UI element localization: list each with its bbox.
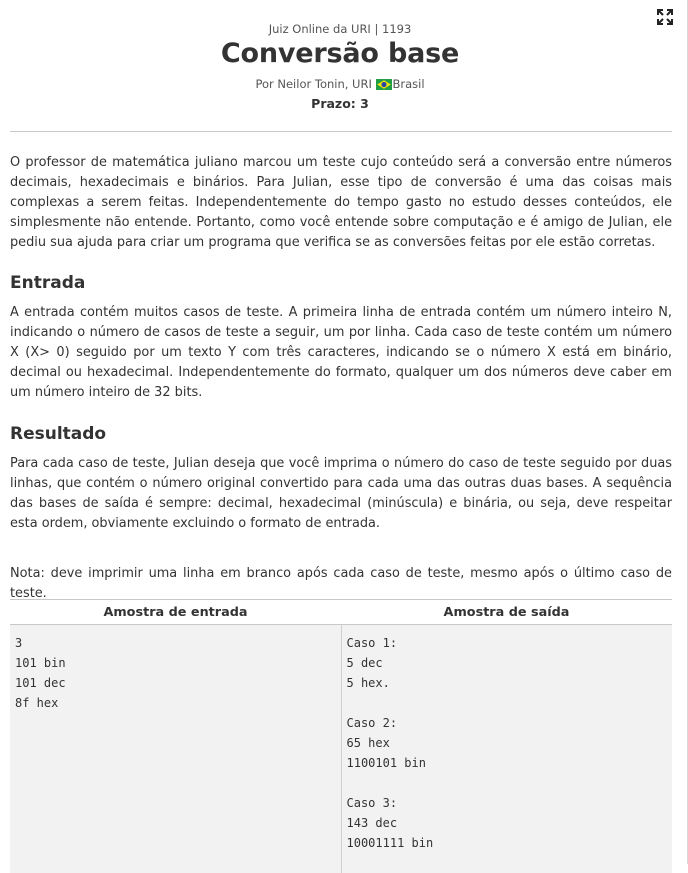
problem-source: Juiz Online da URI | 1193 <box>0 22 680 36</box>
sample-output-header: Amostra de saída <box>341 600 672 625</box>
output-description: Para cada caso de teste, Julian deseja que você imprima o número do caso de teste seguido por duas linhas, que contém o número original convertido para cada uma das outras duas bases. A sequência das bases de saída é sempre: decimal, hexadecimal (minúscula) e binária, ou seja, deve respeitar esta ordem, obviamente excluindo o formato de entrada. <box>10 454 672 534</box>
country-label: Brasil <box>393 77 425 91</box>
deadline: Prazo: 3 <box>0 96 680 111</box>
author-name: Por Neilor Tonin, URI <box>255 77 371 91</box>
header-divider <box>10 131 672 132</box>
sample-input-cell <box>10 625 341 873</box>
sample-input: 3 101 bin 101 dec 8f hex <box>15 633 336 713</box>
input-description: A entrada contém muitos casos de teste. A primeira linha de entrada contém um número inteiro N, indicando o número de casos de teste a seguir, um por linha. Cada caso de teste contém um número X (X> 0) seguido por um texto Y com três caracteres, indicando se o número X está em binário, decimal ou hexadecimal. Independentemente do formato, qualquer um dos números deve caber em um número inteiro de 32 bits. <box>10 303 672 403</box>
sample-output: Caso 1: 5 dec 5 hex. Caso 2: 65 hex 1100101 bin Caso 3: 143 dec 10001111 bin <box>347 633 668 853</box>
sample-output-cell <box>341 625 672 873</box>
author-line <box>0 77 680 91</box>
samples-table <box>10 599 672 873</box>
input-section-title: Entrada <box>10 273 85 293</box>
problem-description: O professor de matemática juliano marcou um teste cujo conteúdo será a conversão entre números decimais, hexadecimais e binários. Para Julian, esse tipo de conversão é uma das coisas mais complexas a serem feitas. Independentemente do tempo gasto no estudo desses conteúdos, ele simplesmente não entende. Portanto, como você entende sobre computação e é amigo de Julian, ele pediu sua ajuda para criar um programa que verifica se as conversões feitas por ele estão corretas. <box>10 153 672 253</box>
output-section-title: Resultado <box>10 424 106 444</box>
note-text: Nota: deve imprimir uma linha em branco após cada caso de teste, mesmo após o último caso de teste. <box>10 564 672 604</box>
brazil-flag-icon <box>376 79 392 90</box>
page-title: Conversão base <box>0 38 680 69</box>
sample-input-header: Amostra de entrada <box>10 600 341 625</box>
